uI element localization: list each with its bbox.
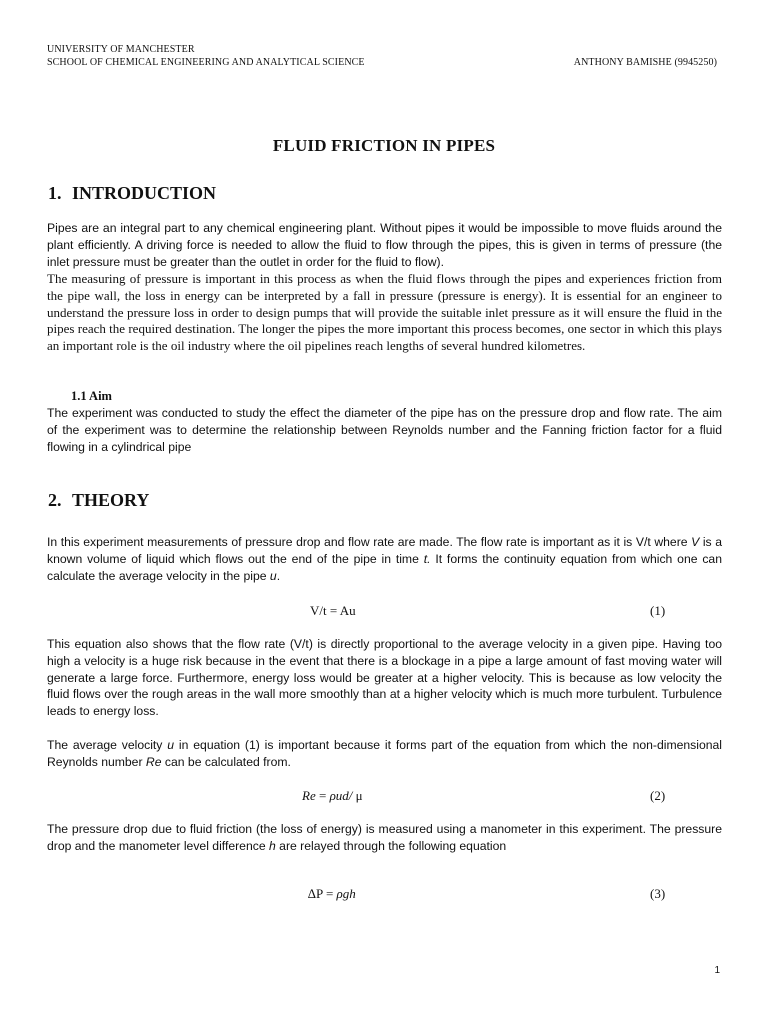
- header-left: [47, 43, 365, 69]
- theory-paragraph-4: [47, 821, 722, 855]
- text-run: can be calculated from.: [161, 754, 291, 769]
- school-name: SCHOOL OF CHEMICAL ENGINEERING AND ANALYTICAL SCIENCE: [47, 57, 365, 68]
- equation-expression: [302, 788, 363, 804]
- text-run: in equation (1) is important because it forms part of the equation from which the non-dimensional Reynolds number: [47, 738, 723, 769]
- document-title: FLUID FRICTION IN PIPES: [272, 136, 496, 155]
- variable-re: Re: [302, 788, 316, 803]
- text-run: .: [276, 568, 281, 583]
- equation-number: (1): [650, 603, 666, 618]
- section-title: THEORY: [72, 490, 150, 510]
- equation-lhs: ∆P =: [308, 886, 337, 901]
- theory-paragraph-3: [47, 737, 722, 771]
- section-title: INTRODUCTION: [72, 183, 217, 203]
- page-number: 1: [714, 965, 720, 976]
- equation-rhs: ρgh: [336, 886, 356, 901]
- introduction-heading: [48, 183, 216, 204]
- text-run: is a known volume of liquid which flows out the end of the pipe in time: [47, 535, 722, 566]
- introduction-paragraph-b: The measuring of pressure is important in this process as when the fluid flows through the pipes and experiences friction from the pipe wall, the loss in energy can be interpreted by a fall in pressure (pressure is energy). It is essential for an engineer to understand the pressure loss in order to design pumps that will provide the suitable inlet pressure as it will ensure the fluid in the pipes reach the required destination. The longer the pipes the more important this process becomes, one sector in which this plays an important role is the oil industry where the oil pipelines reach lengths of several hundred kilometres.: [47, 271, 722, 354]
- text-run: The average velocity: [47, 738, 168, 752]
- variable-re: Re: [145, 754, 162, 769]
- variable-h: h: [269, 838, 276, 853]
- equation-expression: [308, 886, 356, 902]
- text-run: The pressure drop due to fluid friction (the loss of energy) is measured using a manometer in this experiment. The pressure drop and the manometer level difference: [47, 822, 722, 853]
- variable-t: t.: [423, 551, 431, 566]
- university-name: UNIVERSITY OF MANCHESTER: [47, 44, 195, 55]
- section-number: 1.: [48, 183, 62, 203]
- theory-heading: [48, 490, 149, 511]
- text-run: It forms the continuity equation from which one can calculate the average velocity in the pipe: [47, 551, 722, 583]
- variable-u: u: [269, 568, 277, 583]
- viscosity-symbol: μ: [352, 788, 363, 803]
- text-run: are relayed through the following equation: [275, 838, 507, 853]
- variable-u: u: [167, 738, 175, 752]
- section-number: 2.: [48, 490, 62, 510]
- equals-sign: =: [315, 788, 330, 803]
- equation-number: (2): [650, 788, 666, 803]
- text-run: In this experiment measurements of pressure drop and flow rate are made. The flow rate is important as it is V/t where: [47, 535, 692, 549]
- equation-number: (3): [650, 886, 666, 901]
- theory-paragraph-1: [47, 534, 722, 584]
- introduction-paragraph-a: Pipes are an integral part to any chemical engineering plant. Without pipes it would be impossible to move fluids around the plant efficiently. A driving force is needed to allow the fluid to flow through the pipes, this is given in terms of pressure (the inlet pressure must be greater than the outlet in order for the fluid to flow).: [47, 221, 722, 269]
- aim-heading: 1.1 Aim: [71, 389, 112, 403]
- equation-rhs: ρud/: [329, 788, 353, 803]
- aim-paragraph: The experiment was conducted to study the effect the diameter of the pipe has on the pressure drop and flow rate. The aim of the experiment was to determine the relationship between Reynolds number and the Fanning friction factor for a fluid flowing in a cylindrical pipe: [47, 406, 722, 454]
- variable-v: V: [691, 535, 700, 549]
- author-name: ANTHONY BAMISHE (9945250): [573, 57, 717, 68]
- equation-expression: V/t = Au: [310, 603, 356, 618]
- theory-paragraph-2: This equation also shows that the flow rate (V/t) is directly proportional to the average velocity in a given pipe. Having too high a velocity is a huge risk because in the event that there is a blockage in a pipe a large amount of fast moving water will generate a large force. Furthermore, energy loss would be greater at a higher velocity. This is because as low velocity the fluid flows over the rough areas in the wall more smoothly than at a higher velocity which is much more turbulent. Turbulence leads to energy loss.: [47, 637, 722, 719]
